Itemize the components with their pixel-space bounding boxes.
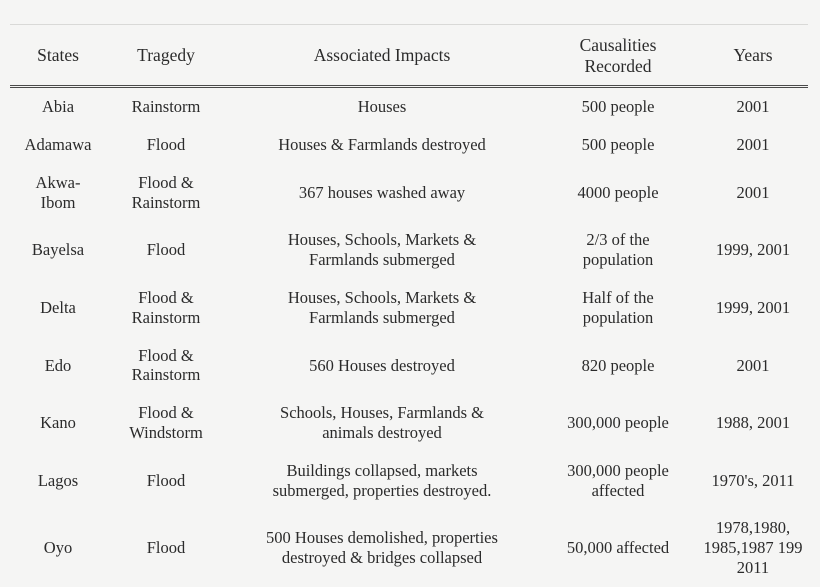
cell-tragedy-line: Flood — [146, 538, 186, 558]
cell-tragedy — [106, 337, 226, 395]
column-header-associated-impacts-label: Associated Impacts — [313, 45, 451, 66]
cell-casualty-line: 50,000 affected — [566, 538, 670, 558]
cell-casualty — [538, 87, 698, 126]
cell-states-line: Adamawa — [24, 135, 92, 155]
cell-casualty — [538, 279, 698, 337]
table-row — [10, 452, 808, 510]
cell-tragedy — [106, 394, 226, 452]
cell-casualty-line: 500 people — [581, 97, 655, 117]
cell-years — [698, 394, 808, 452]
cell-casualty-line: 4000 people — [577, 182, 659, 202]
cell-casualty-line: 300,000 people — [567, 413, 669, 433]
cell-years — [698, 279, 808, 337]
cell-tragedy-line: Rainstorm — [131, 307, 201, 327]
cell-impacts — [226, 337, 538, 395]
cell-tragedy-line: Flood & — [138, 345, 194, 365]
cell-casualty-line: 2/3 of the — [586, 230, 650, 250]
cell-years — [698, 337, 808, 395]
cell-years — [698, 221, 808, 279]
cell-casualty-line: population — [582, 250, 654, 270]
cell-tragedy — [106, 221, 226, 279]
cell-states — [10, 164, 106, 222]
cell-impacts — [226, 394, 538, 452]
table-row — [10, 279, 808, 337]
column-header-states — [10, 25, 106, 87]
cell-states-line: Akwa- — [35, 172, 81, 192]
cell-casualty — [538, 452, 698, 510]
cell-years — [698, 164, 808, 222]
cell-impacts-line: Houses, Schools, Markets & — [287, 230, 477, 250]
column-header-associated-impacts — [226, 25, 538, 87]
cell-years-line: 1988, 2001 — [715, 413, 791, 433]
cell-states — [10, 394, 106, 452]
column-header-tragedy-label: Tragedy — [137, 45, 195, 66]
cell-tragedy-line: Rainstorm — [131, 365, 201, 385]
cell-years-line: 1970's, 2011 — [711, 470, 795, 490]
cell-years-line: 1999, 2001 — [715, 240, 791, 260]
cell-casualty — [538, 126, 698, 164]
cell-tragedy — [106, 279, 226, 337]
cell-years-line: 2001 — [736, 182, 770, 202]
disaster-impacts-table — [10, 24, 808, 587]
cell-years-line: 2011 — [736, 558, 770, 578]
cell-states — [10, 87, 106, 126]
column-header-causalities-recorded-line2: Recorded — [584, 55, 652, 76]
cell-states — [10, 452, 106, 510]
cell-casualty-line: population — [582, 307, 654, 327]
cell-impacts — [226, 164, 538, 222]
cell-casualty-line: 820 people — [581, 355, 655, 375]
column-header-tragedy — [106, 25, 226, 87]
cell-tragedy-line: Flood & — [138, 403, 194, 423]
cell-casualty-line: affected — [591, 480, 645, 500]
cell-impacts-line: 560 Houses destroyed — [309, 355, 455, 375]
cell-impacts-line: animals destroyed — [322, 423, 442, 443]
cell-years — [698, 126, 808, 164]
cell-states-line: Lagos — [37, 470, 79, 490]
table-row — [10, 164, 808, 222]
column-header-causalities-recorded — [538, 25, 698, 87]
cell-tragedy — [106, 87, 226, 126]
cell-states-line: Delta — [40, 297, 76, 317]
cell-states-line: Kano — [40, 413, 76, 433]
cell-impacts-line: 367 houses washed away — [298, 182, 466, 202]
cell-years-line: 1978,1980, — [715, 518, 791, 538]
table-row — [10, 87, 808, 126]
cell-years — [698, 509, 808, 586]
column-header-years — [698, 25, 808, 87]
cell-casualty — [538, 509, 698, 586]
cell-impacts-line: Houses — [357, 97, 407, 117]
cell-tragedy-line: Windstorm — [129, 423, 203, 443]
table-body — [10, 87, 808, 587]
cell-years — [698, 452, 808, 510]
cell-impacts-line: submerged, properties destroyed. — [272, 480, 492, 500]
cell-casualty — [538, 164, 698, 222]
table-row — [10, 221, 808, 279]
cell-states-line: Abia — [41, 97, 75, 117]
cell-tragedy — [106, 509, 226, 586]
cell-impacts — [226, 87, 538, 126]
cell-tragedy-line: Flood & — [138, 288, 194, 308]
cell-states — [10, 337, 106, 395]
cell-tragedy-line: Flood & — [138, 172, 194, 192]
column-header-years-label: Years — [733, 45, 773, 66]
cell-tragedy-line: Flood — [146, 470, 186, 490]
cell-impacts-line: 500 Houses demolished, properties — [266, 528, 498, 548]
cell-casualty-line: Half of the — [582, 288, 654, 308]
column-header-states-label: States — [37, 45, 79, 66]
cell-impacts — [226, 221, 538, 279]
cell-impacts-line: Farmlands submerged — [309, 307, 455, 327]
cell-states-line: Oyo — [43, 538, 73, 558]
cell-states — [10, 126, 106, 164]
cell-tragedy-line: Flood — [146, 135, 186, 155]
cell-states — [10, 509, 106, 586]
cell-years-line: 1999, 2001 — [715, 297, 791, 317]
column-header-causalities-recorded-line1: Causalities — [579, 35, 657, 55]
cell-years-line: 2001 — [736, 97, 770, 117]
table-header-row — [10, 25, 808, 87]
cell-casualty-line: 500 people — [581, 135, 655, 155]
cell-impacts-line: Houses, Schools, Markets & — [287, 288, 477, 308]
cell-impacts-line: Schools, Houses, Farmlands & — [280, 403, 484, 423]
cell-impacts-line: destroyed & bridges collapsed — [281, 548, 483, 568]
cell-tragedy-line: Flood — [146, 240, 186, 260]
cell-tragedy — [106, 452, 226, 510]
cell-impacts — [226, 126, 538, 164]
cell-tragedy-line: Rainstorm — [131, 192, 201, 212]
table-row — [10, 394, 808, 452]
cell-years — [698, 87, 808, 126]
cell-years-line: 2001 — [736, 355, 770, 375]
cell-impacts-line: Houses & Farmlands destroyed — [278, 135, 486, 155]
cell-impacts-line: Buildings collapsed, markets — [286, 460, 478, 480]
table-header — [10, 25, 808, 87]
cell-years-line: 1985,1987 199 — [703, 538, 803, 558]
cell-casualty-line: 300,000 people — [567, 460, 669, 480]
cell-casualty — [538, 221, 698, 279]
cell-tragedy — [106, 164, 226, 222]
table-row — [10, 126, 808, 164]
table-row — [10, 337, 808, 395]
cell-impacts — [226, 279, 538, 337]
cell-tragedy-line: Rainstorm — [131, 97, 201, 117]
table-row — [10, 509, 808, 586]
cell-impacts — [226, 509, 538, 586]
cell-states — [10, 279, 106, 337]
cell-impacts-line: Farmlands submerged — [309, 250, 455, 270]
cell-impacts — [226, 452, 538, 510]
cell-states-line: Bayelsa — [31, 240, 85, 260]
cell-tragedy — [106, 126, 226, 164]
cell-states-line: Edo — [44, 355, 72, 375]
cell-casualty — [538, 394, 698, 452]
cell-years-line: 2001 — [736, 135, 770, 155]
cell-states — [10, 221, 106, 279]
cell-casualty — [538, 337, 698, 395]
cell-states-line: Ibom — [40, 192, 76, 212]
